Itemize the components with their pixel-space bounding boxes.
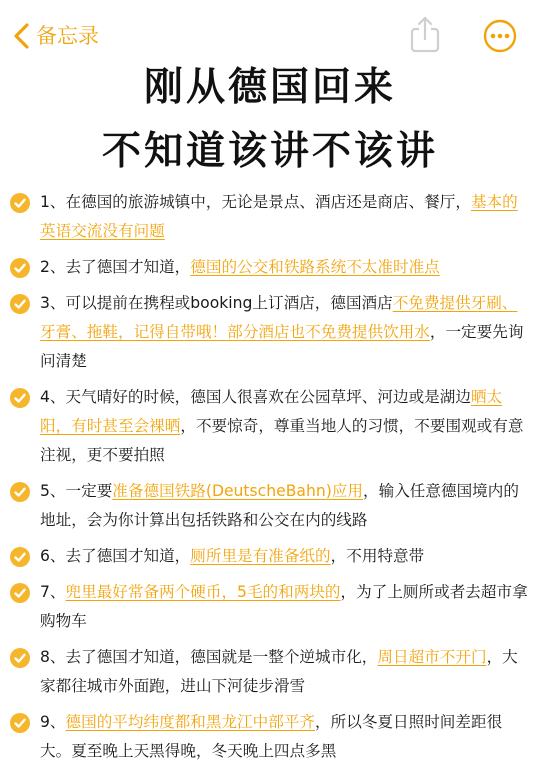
list-item-text [40, 188, 530, 246]
checkmark-icon [10, 482, 30, 502]
highlighted-link[interactable]: 兜里最好常备两个硬币，5毛的和两块的 [65, 583, 341, 601]
checkmark-icon [10, 193, 30, 213]
note-title-line-1: 刚从德国回来 [143, 65, 396, 110]
list-item [10, 383, 530, 470]
text-segment: 1、在德国的旅游城镇中，无论是景点、酒店还是商店、餐厅， [40, 193, 471, 211]
text-segment: 7、 [40, 583, 66, 601]
list-item-text [40, 289, 530, 376]
checkmark-icon [10, 258, 30, 278]
text-segment: ，输入任意德国境内的地址，会为你计算出包括铁路和公交在内的线路 [40, 482, 519, 529]
list-item-text [40, 383, 530, 470]
text-segment: ，不用特意带 [330, 547, 425, 565]
list-item-text [40, 253, 530, 282]
list-item [10, 578, 530, 636]
checkmark-icon [10, 294, 30, 314]
text-segment: ，大家都往城市外面跑，进山下河徒步滑雪 [40, 648, 518, 695]
text-segment: 6、去了德国才知道， [40, 547, 191, 565]
list-item [10, 477, 530, 535]
highlighted-link[interactable]: 晒太阳，有时甚至会裸晒 [40, 388, 503, 435]
text-segment: 9、 [40, 713, 66, 731]
highlighted-link[interactable]: 德国的公交和铁路系统不太准时准点 [190, 258, 440, 276]
list-item [10, 188, 530, 246]
list-item [10, 289, 530, 376]
list-item-text [40, 643, 530, 701]
text-segment: 2、去了德国才知道， [40, 258, 191, 276]
highlighted-link[interactable]: 准备德国铁路(DeutscheBahn)应用 [112, 482, 364, 500]
back-label: 备忘录 [36, 24, 99, 48]
list-item-text [40, 708, 530, 766]
list-item [10, 708, 530, 766]
highlighted-link[interactable]: 周日超市不开门 [377, 648, 487, 666]
list-item-text [40, 578, 530, 636]
checkmark-icon [10, 713, 30, 733]
note-title-line-2: 不知道该讲不该讲 [101, 129, 438, 174]
highlighted-link[interactable]: 不免费提供牙刷、牙膏、拖鞋，记得自带哦！部分酒店也不免费提供饮用水 [40, 294, 518, 341]
chevron-left-icon [12, 21, 32, 51]
text-segment: 4、天气晴好的时候，德国人很喜欢在公园草坪、河边或是湖边 [40, 388, 471, 406]
text-segment: ，不要惊奇，尊重当地人的习惯，不要围观或有意注视，更不要拍照 [40, 417, 524, 464]
list-item-text [40, 542, 530, 571]
checkmark-icon [10, 648, 30, 668]
text-segment: 8、去了德国才知道，德国就是一整个逆城市化， [40, 648, 378, 666]
text-segment: 5、一定要 [40, 482, 113, 500]
text-segment: ，所以冬夏日照时间差距很大。夏至晚上天黑得晚，冬天晚上四点多黑 [40, 713, 503, 760]
checkmark-icon [10, 583, 30, 603]
checkmark-icon [10, 547, 30, 567]
highlighted-link[interactable]: 厕所里是有准备纸的 [190, 547, 331, 565]
highlighted-link[interactable]: 德国的平均纬度都和黑龙江中部平齐 [65, 713, 316, 731]
share-icon[interactable] [408, 16, 442, 54]
list-item [10, 542, 530, 571]
list-item [10, 643, 530, 701]
text-segment: ，一定要先询问清楚 [40, 323, 524, 370]
list-item [10, 253, 530, 282]
text-segment: ，为了上厕所或者去超市拿购物车 [40, 583, 528, 630]
list-item-text [40, 477, 530, 535]
text-segment: 3、可以提前在携程或booking上订酒店，德国酒店 [40, 294, 393, 312]
tips-list [10, 188, 530, 773]
more-icon[interactable] [483, 19, 517, 53]
highlighted-link[interactable]: 基本的英语交流没有问题 [40, 193, 518, 240]
back-button[interactable] [12, 18, 99, 54]
checkmark-icon [10, 388, 30, 408]
